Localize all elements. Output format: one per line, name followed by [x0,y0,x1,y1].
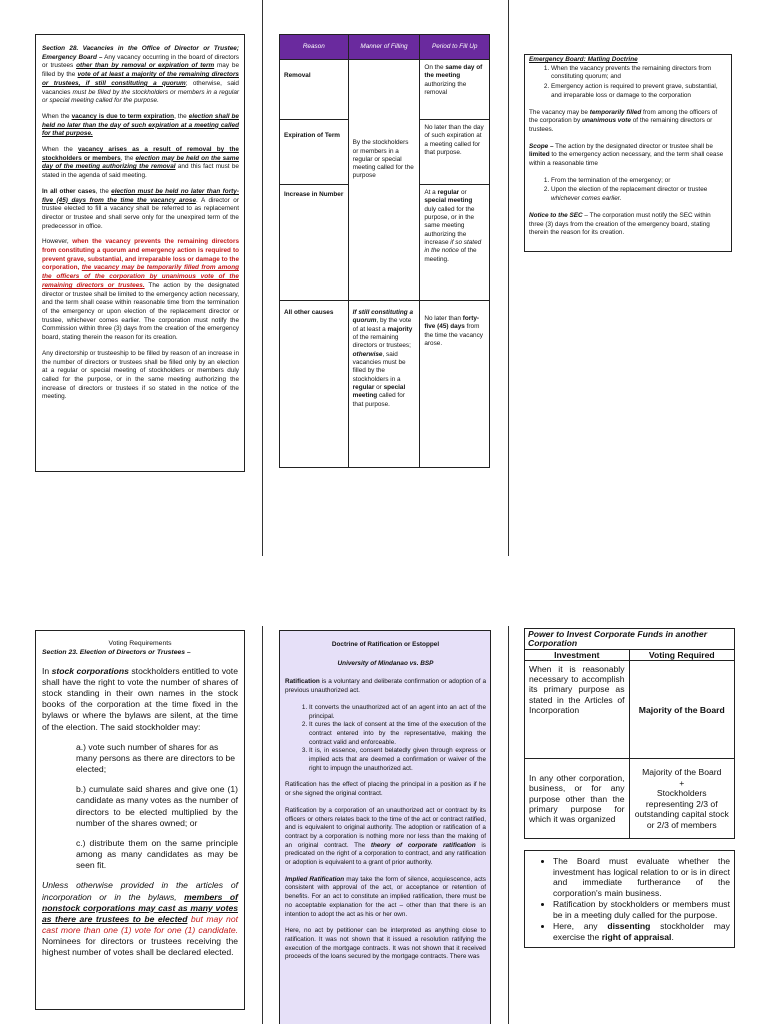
vacancy-para-1: Section 28. Vacancies in the Office of Director or Trustee; Emergency Board – Any vacancy occurring in the board of directors or trustees other than by removal or expiration of term may be filled by the vote of at least a majority of the remaining directors or trustees, if still constituting a quorum; otherwise, said vacancies must be filled by the stockholders or members in a regular or special meeting called for the purpose. [42,45,239,105]
voting-title: Voting Requirements [108,640,172,647]
period-cell: At a regular or special meeting duly called for the purpose, or in the same meeting authorizing the increase if so stated in the notice of the meeting. [420,185,490,301]
option-c: c.) distribute them on the same principle among as many candidates as may be seen fit. [76,837,238,871]
vacancy-para-5: However, when the vacancy prevents the remaining directors from constituting a quorum and emergency action is required to prevent grave, substantial, and irreparable loss or damage to the corporation, the vacancy may be temporarily filled from among the officers of the corporation by unanimous vote of the remaining directors or trustees. The action by the designated director or trustee shall be limited to the emergency action necessary, and the term shall cease within reasonable time from the termination of the emergency or upon election of the replacement director or trustee, whichever comes earlier. The corporation must notify the Commission within three (3) days from the creation of the emergency board, stating therein the reason for its creation. [42,238,240,342]
invest-notes-list [553,856,730,942]
list-item: • The Board must evaluate whether the investment has logical relation to or is in direct and immediate furtherance of the corporation's main business. [553,856,730,898]
invest-table [524,628,735,839]
emergency-board-title: Emergency Board: Matling Doctrine [529,56,638,63]
vacancy-table [279,34,490,468]
column-divider-right-bottom [508,626,509,1024]
option-b: b.) cumulate said shares and give one (1) candidate as many votes as the number of directors to be elected multiplied by the number of the shares owned; or [76,784,238,828]
nonstock-para: Unless otherwise provided in the articles of incorporation or in the bylaws, members of nonstock corporations may cast as many votes as there are trustees to be elected but may not cast more than one (1) vote for one (1) candidate. Nominees for directors or trustees receiving the highest number of votes shall be declared elected. [42,880,238,958]
header-voting-required: Voting Required [629,650,734,661]
scope-para: Scope – The action by the designated director or trustee shall be limited to the emergency action necessary, and the term shall cease within a reasonable time [529,142,724,168]
voting-cell: Majority of the Board + Stockholders representing 2/3 of outstanding capital stock or 2/3 of members [629,759,734,839]
invest-funds-panel [524,628,735,948]
emergency-board-box [524,54,732,252]
investment-cell: In any other corporation, business, or for any purpose other than the primary purpose for which it was organized [525,759,630,839]
header-period: Period to Fill Up [420,35,490,60]
ratification-box [279,630,491,1024]
list-item: 2. Upon the election of the replacement director or trustee whichever comes earlier. [551,186,727,203]
voting-cell: Majority of the Board [629,661,734,759]
temporary-fill-para: The vacancy may be temporarily filled from among the officers of the corporation by unanimous vote of the remaining directors or trustees. [529,108,718,133]
list-item: 1. It converts the unauthorized act of an agent into an act of the principal. [309,704,486,721]
vacancy-para-3: When the vacancy arises as a result of removal by the stockholders or members, the election may be held on the same day of the meeting authorizing the removal and this fact must be stated in the agenda of said meeting. [42,146,240,180]
header-manner: Manner of Filling [348,35,420,60]
ratification-effects-list [309,704,486,774]
vacancies-section-box [35,34,245,472]
option-a: a.) vote such number of shares for as many persons as there are directors to be elected; [76,741,236,775]
invest-table-title: Power to Invest Corporate Funds in another Corporation [525,629,735,650]
header-investment: Investment [525,650,630,661]
column-divider-left-bottom [262,626,263,1024]
column-divider-left-top [262,0,263,556]
table-row [525,661,735,759]
period-cell: No later than the day of such expiration at a meeting called for that purpose. [420,120,490,185]
stock-corp-intro: In stock corporations stockholders entitled to vote shall have the right to vote the number of shares of stock standing in their own names in the stock books of the corporation at the time fixed in the bylaws or where the bylaws are silent, at the time of the election. The said stockholder may: [42,665,238,732]
list-item: 1. From the termination of the emergency; or [551,177,727,186]
notice-para: Notice to the SEC – The corporation must notify the SEC within three (3) days from the creation of the emergency board, stating therein the reason for its creation. [529,211,711,237]
corporate-ratification-para: Ratification by a corporation of an unauthorized act or contract by its officers or others relates back to the time of the act or contract ratified, and is equivalent to original authority. The adoption or ratification of a contract by a corporation is nothing more nor less than the making of an original contract. The theory of corporate ratification is predicated on the right of a corporation to contract, and any ratification or adoption is equivalent to a grant of prior authority. [285,806,486,867]
column-divider-right-top [508,0,509,556]
list-item: 3. It is, in essence, consent belatedly given through express or implied acts that are deemed a confirmation or waiver of the right to impugn the unauthorized act. [309,747,486,773]
reason-cell: Removal [280,60,349,120]
table-row [280,60,490,120]
manner-merged-cell: By the stockholders or members in a regular or special meeting called for the purpose [348,60,420,301]
header-reason: Reason [280,35,349,60]
implied-ratification-para: Implied Ratification may take the form of silence, acquiescence, acts consistent with approval of the act, or acceptance or retention of benefits. For an act to constitute an implied ratification, there must be no acceptable explanation for the act – other than that there is an intention to adopt the act as his or her own. [285,875,486,918]
reason-cell: All other causes [280,301,349,468]
table-row [280,301,490,468]
period-cell: No later than forty-five (45) days from the time the vacancy arose. [420,301,490,468]
table-row [525,759,735,839]
vacancy-para-2: When the vacancy is due to term expiration, the election shall be held no later than the day of such expiration at a meeting called for that purpose. [42,112,239,138]
vacancy-para-6: Any directorship or trusteeship to be filled by reason of an increase in the number of directors or trustees shall be filled only by an election at a regular or special meeting of stockholders or members duly called for the purpose, or in the same meeting authorizing the increase of directors or trustees if so stated in the notice of the meeting. [42,349,239,401]
list-item: • Ratification by stockholders or members must be in a meeting duly called for the purpose. [553,899,730,920]
investment-cell: When it is reasonably necessary to accomplish its primary purpose as stated in the Articles of Incorporation [525,661,630,759]
ratification-title: Doctrine of Ratification or Estoppel [331,641,440,648]
voting-requirements-box [35,630,245,1010]
list-item: 1. When the vacancy prevents the remaining directors from constituting quorum; and [551,65,727,82]
period-cell: On the same day of the meeting authorizing the removal [420,60,490,120]
reason-cell: Expiration of Term [280,120,349,185]
list-item: 2. Emergency action is required to prevent grave, substantial, and irreparable loss or damage to the corporation [551,83,727,100]
reason-cell: Increase in Number [280,185,349,301]
scope-list [551,177,727,204]
list-item: 2. It cures the lack of consent at the time of the execution of the contract entered into by the representative, making the contract valid and enforceable. [309,721,486,747]
invest-notes-box [524,850,735,948]
emergency-conditions-list [551,65,727,101]
vacancy-table-header [280,35,490,60]
ratification-definition: Ratification is a voluntary and deliberate confirmation or adoption of a previous unauthorized act. [285,678,486,695]
manner-cell: If still constituting a quorum, by the vote of at least a majority of the remaining directors or trustees; otherwise, said vacancies must be filled by the stockholders in a regular or special meeting called for that purpose. [348,301,420,468]
list-item: • Here, any dissenting stockholder may exercise the right of appraisal. [553,921,730,942]
section-23-title: Section 23. Election of Directors or Trustees – [42,648,191,656]
vacancy-para-4: In all other cases, the election must be held no later than forty-five (45) days from the time the vacancy arose. A director or trustee elected to fill a vacancy shall be referred to as replacement director or trustee and shall serve only for the unexpired term of the predecessor in office. [42,187,239,230]
ratification-effect-para: Ratification has the effect of placing the principal in a position as if he or she signed the original contract. [285,781,486,798]
case-title: University of Mindanao vs. BSP [337,659,434,667]
case-application-para: Here, no act by petitioner can be interpreted as anything close to ratification. It was not shown that it issued a resolution ratifying the execution of the mortgage contracts. It was not shown that it received proceeds of the loans secured by the mortgage contracts. There was [285,927,486,961]
